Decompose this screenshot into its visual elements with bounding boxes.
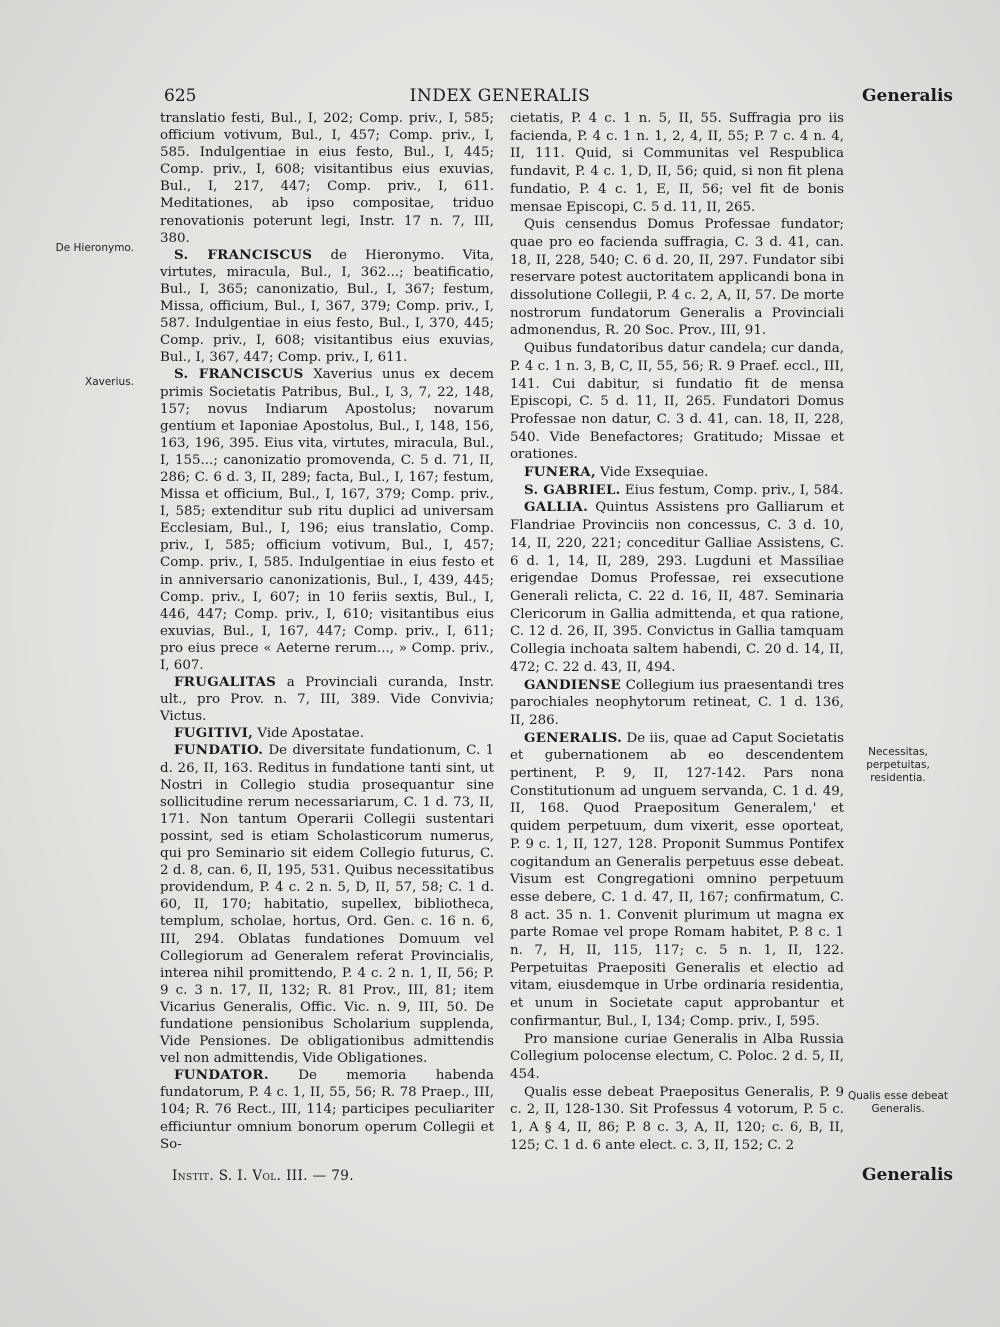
index-entry xyxy=(160,247,494,367)
index-entry xyxy=(160,1067,494,1152)
entry-headword: GANDIENSE xyxy=(524,676,621,693)
index-paragraph xyxy=(510,340,844,464)
margin-note-necessitas: Necessitas, perpetuitas, residentia. xyxy=(866,746,930,784)
page-title: INDEX GENERALIS xyxy=(409,86,591,106)
index-entry xyxy=(160,674,494,725)
entry-text: translatio festi, Bul., I, 202; Comp. priv., I, 585; officium votivum, Bul., I, 457; Comp. priv., I, 585. Indulgentiae in eius festo, Bul., I, 445; Comp. priv., I, 608; visitantibus eius exuvias, Bul., I, 217, 447; Comp. priv., I, 611. Meditationes, ab ipso compositae, triduo renovationis poterunt legi, Instr. 17 n. 7, III, 380. xyxy=(160,111,494,246)
page-number: 625 xyxy=(164,86,197,106)
running-head: Generalis xyxy=(862,86,953,106)
margin-note-hieronymo: De Hieronymo. xyxy=(55,242,134,254)
footer-signature: Instit. S. I. Vol. III. — 79. xyxy=(172,1168,354,1184)
entry-headword: S. FRANCISCUS xyxy=(174,246,313,263)
right-column xyxy=(510,110,844,1154)
entry-text: De memoria habenda fundatorum, P. 4 c. 1, II, 55, 56; R. 78 Praep., III, 104; R. 76 Rect., III, 114; participes peculiariter efficiuntur omnium bonorum operum Collegii et So- xyxy=(160,1068,494,1152)
index-entry xyxy=(510,499,844,676)
index-paragraph xyxy=(510,1031,844,1084)
margin-note-xaverius: Xaverius. xyxy=(85,376,134,388)
index-paragraph xyxy=(160,110,494,247)
index-entry xyxy=(510,482,844,500)
index-entry xyxy=(160,725,494,742)
entry-text: Eius festum, Comp. priv., I, 584. xyxy=(620,482,844,498)
entry-text: Vide Apostatae. xyxy=(253,726,364,742)
entry-headword: GALLIA. xyxy=(524,499,589,516)
entry-text: Pro mansione curiae Generalis in Alba Russia Collegium polocense electum, C. Poloc. 2 d. 5, II, 454. xyxy=(510,1031,844,1082)
entry-text: cietatis, P. 4 c. 1 n. 5, II, 55. Suffragia pro iis facienda, P. 4 c. 1 n. 1, 2, 4, II, 55; P. 7 c. 4 n. 4, II, 111. Quid, si Communitas vel Respublica fundavit, P. 4 c. 1, D, II, 56; quid, si non fit plena fundatio, P. 4 c. 1, E, II, 56; vel fit de bonis mensae Episcopi, C. 5 d. 11, II, 265. xyxy=(510,111,844,215)
entry-text: Qualis esse debeat Praepositus Generalis, P. 9 c. 2, II, 128-130. Sit Professus 4 votorum, P. 5 c. 1, A § 4, II, 86; P. 8 c. 3, A, II, 120; c. 6, B, II, 125; C. 1 d. 6 ante elect. c. 3, II, 152; C. 2 xyxy=(510,1084,844,1153)
margin-note-qualis: Qualis esse debeat Generalis. xyxy=(848,1090,948,1115)
entry-text: a Provinciali curanda, Instr. ult., pro Prov. n. 7, III, 389. Vide Convivia; Victus. xyxy=(160,675,494,725)
index-entry xyxy=(510,464,844,482)
catchword: Generalis xyxy=(862,1165,953,1185)
entry-headword: FUNDATOR. xyxy=(174,1067,269,1084)
entry-text: Quibus fundatoribus datur candela; cur danda, P. 4 c. 1 n. 3, B, C, II, 55, 56; R. 9 Praef. eccl., III, 141. Cui dabitur, si fundatio fit de mensa Episcopi, C. 5 d. 11, II, 265. Fundatori Domus Professae non datur, C. 3 d. 41, can. 18, II, 228, 540. Vide Benefactores; Gratitudo; Missae et orationes. xyxy=(510,341,844,463)
index-entry xyxy=(160,366,494,674)
entry-text: Xaverius unus ex decem primis Societatis Patribus, Bul., I, 3, 7, 22, 148, 157; novus Indiarum Apostolus; novarum gentium et Iaponiae Apostolus, Bul., I, 148, 156, 163, 196, 395. Eius vita, virtutes, miracula, Bul., I, 155...; canonizatio promovenda, C. 5 d. 71, II, 286; C. 6 d. 3, II, 289; facta, Bul., I, 167; festum, Missa et officium, Bul., I, 167, 379; Comp. priv., I, 585; extenditur sub ritu duplici ad universam Ecclesiam, Bul., I, 196; eius translatio, Comp. priv., I, 585; officium votivum, Bul., I, 457; Comp. priv., I, 585. Indulgentiae in eius festo et in anniversario canonizationis, Bul., I, 439, 445; Comp. priv., I, 607; in 10 feriis sextis, Bul., I, 446, 447; Comp. priv., I, 610; visitantibus eius exuvias, Bul., I, 167, 447; Comp. priv., I, 611; pro eius prece « Aeterne rerum..., » Comp. priv., I, 607. xyxy=(160,367,494,673)
left-column xyxy=(160,110,494,1153)
index-entry xyxy=(510,677,844,730)
index-entry xyxy=(510,730,844,1031)
entry-text: De iis, quae ad Caput Societatis et gubernationem ab eo descendentem pertinent, P. 9, II, 127-142. Pars nona Constitutionum ad unguem servanda, C. 1 d. 49, II, 168. Quod Praepositum Generalem,' et quidem perpetuum, dum vixerit, esse oporteat, P. 9 c. 1, II, 127, 128. Proponit Summus Pontifex cogitandum an Generalis perpetuus esse debeat. Visum est Congregationi omnino perpetuum esse debere, C. 1 d. 47, II, 167; confirmatum, C. 8 act. 35 n. 1. Convenit plurimum ut magna ex parte Romae vel prope Romam habitet, P. 8 c. 1 n. 7, H, II, 115, 117; c. 5 n. 1, II, 122. Perpetuitas Praepositi Generalis et electio ad vitam, eiusdemque in Urbe ordinaria residentia, et unum in Societate caput approbantur et confirmantur, Bul., I, 134; Comp. priv., I, 595. xyxy=(510,730,844,1029)
page-header xyxy=(0,86,1000,112)
entry-headword: FRUGALITAS xyxy=(174,674,277,691)
entry-text: Vide Exsequiae. xyxy=(595,465,709,481)
entry-headword: GENERALIS. xyxy=(524,729,623,746)
entry-headword: S. FRANCISCUS xyxy=(174,366,304,383)
entry-headword: FUGITIVI, xyxy=(174,725,254,742)
entry-headword: FUNDATIO. xyxy=(174,742,264,759)
index-paragraph xyxy=(510,1084,844,1155)
index-paragraph xyxy=(510,110,844,216)
entry-headword: S. GABRIEL. xyxy=(524,481,621,498)
index-entry xyxy=(160,742,494,1067)
entry-text: de Hieronymo. Vita, virtutes, miracula, Bul., I, 362...; beatificatio, Bul., I, 365; canonizatio, Bul., I, 367; festum, Missa, officium, Bul., I, 367, 379; Comp. priv., I, 587. Indulgentiae in eius festo, Bul., I, 370, 445; Comp. priv., I, 608; visitantibus eius exuvias, Bul., I, 367, 447; Comp. priv., I, 611. xyxy=(160,247,495,366)
entry-text: Quintus Assistens pro Galliarum et Flandriae Provinciis non concessus, C. 3 d. 10, 14, II, 220, 221; conceditur Galliae Assistens, C. 6 d. 1, 14, II, 289, 293. Lugduni et Massiliae erigendae Domus Professae, rei exsecutione Generali relicta, C. 22 d. 16, II, 487. Seminaria Clericorum in Gallia admittenda, et qua ratione, C. 12 d. 26, II, 395. Convictus in Gallia tamquam Collegia inchoata saltem habendi, C. 20 d. 14, II, 472; C. 22 d. 43, II, 494. xyxy=(510,500,844,675)
entry-text: De diversitate fundationum, C. 1 d. 26, II, 163. Reditus in fundatione tanti sint, ut Nostri in Collegio studia prosequantur sine sollicitudine rerum necessariarum, C. 1 d. 73, II, 171. Non tantum Operarii Collegii sustentari possint, sed is etiam Scholasticorum numerus, qui pro Seminario sit eidem Collegio futurus, C. 2 d. 8, can. 6, II, 195, 531. Quibus necessitatibus providendum, P. 4 c. 2 n. 5, D, II, 57, 58; C. 1 d. 60, II, 170; habitatio, supellex, bibliotheca, templum, scholae, hortus, Ord. Gen. c. 16 n. 6, III, 294. Oblatas fundationes Domuum vel Collegiorum ad Generalem referat Provincialis, interea nihil promittendo, P. 4 c. 2 n. 1, II, 56; P. 9 c. 3 n. 17, II, 132; R. 81 Prov., III, 81; item Vicarius Generalis, Offic. Vic. n. 9, III, 50. De fundatione pensionibus Scholarium supplenda, Vide Pensiones. De obligationibus admittendis vel non admittendis, Vide Obligationes. xyxy=(160,743,494,1067)
entry-text: Quis censendus Domus Professae fundator; quae pro eo facienda suffragia, C. 3 d. 41, can. 18, II, 228, 540; C. 6 d. 20, II, 297. Fundator sibi reservare potest auctoritatem applicandi bona in dissolutione Collegii, P. 4 c. 2, A, II, 57. De morte nostrorum fundatorum Generalis a Provinciali admonendus, R. 20 Soc. Prov., III, 91. xyxy=(510,217,844,339)
entry-text: Collegium ius praesentandi tres parochiales neophytorum retineat, C. 1 d. 136, II, 286. xyxy=(510,677,844,728)
entry-headword: FUNERA, xyxy=(524,464,596,481)
index-paragraph xyxy=(510,216,844,340)
